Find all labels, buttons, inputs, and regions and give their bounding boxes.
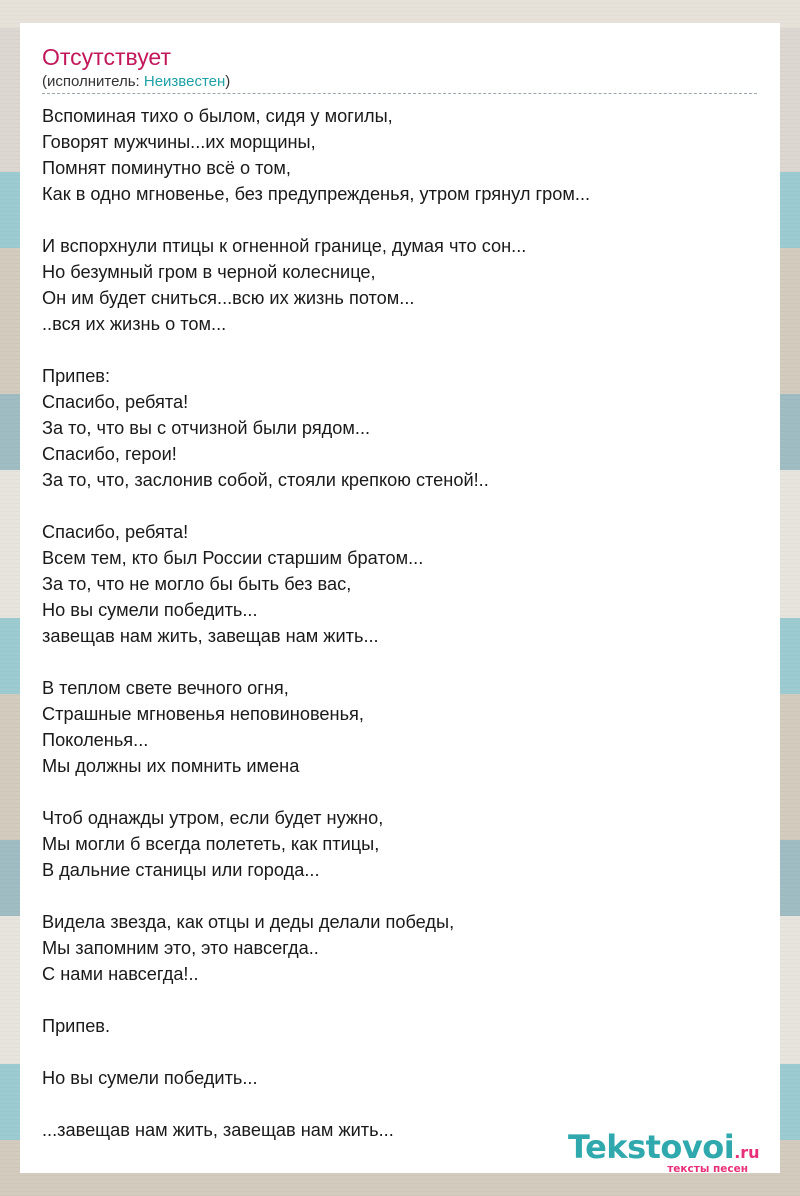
lyrics-card xyxy=(20,23,780,1173)
lyric-spacer xyxy=(42,337,762,363)
lyric-line: завещав нам жить, завещав нам жить... xyxy=(42,626,379,646)
lyric-line: Но безумный гром в черной колеснице, xyxy=(42,262,376,282)
lyric-line: Мы должны их помнить имена xyxy=(42,756,300,776)
lyric-line: Видела звезда, как отцы и деды делали победы, xyxy=(42,912,455,932)
lyric-spacer xyxy=(42,649,762,675)
artist-line xyxy=(42,73,230,91)
lyric-spacer xyxy=(42,1039,762,1065)
logo-domain: .ru xyxy=(734,1143,760,1162)
title-divider xyxy=(42,93,757,94)
lyric-line: Всем тем, кто был России старшим братом... xyxy=(42,548,424,568)
lyric-line: В дальние станицы или города... xyxy=(42,860,320,880)
lyrics-text xyxy=(42,103,762,1143)
lyric-line: Спасибо, ребята! xyxy=(42,522,189,542)
lyric-line: Вспоминая тихо о былом, сидя у могилы, xyxy=(42,106,393,126)
lyric-spacer xyxy=(42,1091,762,1117)
site-logo[interactable] xyxy=(568,1129,778,1173)
lyric-line: Поколенья... xyxy=(42,730,149,750)
lyric-line: Говорят мужчины...их морщины, xyxy=(42,132,316,152)
song-title: Отсутствует xyxy=(42,44,171,70)
lyric-line: Но вы сумели победить... xyxy=(42,600,258,620)
lyric-spacer xyxy=(42,883,762,909)
lyric-line: С нами навсегда!.. xyxy=(42,964,199,984)
artist-suffix: ) xyxy=(225,73,231,90)
lyric-line: Но вы сумели победить... xyxy=(42,1068,258,1088)
lyric-line: Мы запомним это, это навсегда.. xyxy=(42,938,319,958)
lyric-line: Как в одно мгновенье, без предупрежденья, утром грянул гром... xyxy=(42,184,591,204)
lyric-line: Припев: xyxy=(42,366,111,386)
lyric-line: Припев. xyxy=(42,1016,111,1036)
lyric-line: За то, что не могло бы быть без вас, xyxy=(42,574,352,594)
lyric-spacer xyxy=(42,207,762,233)
lyric-line: ..вся их жизнь о том... xyxy=(42,314,227,334)
lyric-line: В теплом свете вечного огня, xyxy=(42,678,289,698)
logo-name: Tekstovoi xyxy=(568,1128,735,1166)
lyric-line: Помнят поминутно всё о том, xyxy=(42,158,291,178)
logo-tagline: тексты песен xyxy=(667,1163,748,1175)
lyric-line: Спасибо, ребята! xyxy=(42,392,189,412)
artist-link[interactable]: Неизвестен xyxy=(143,73,226,90)
lyric-line: Страшные мгновенья неповиновенья, xyxy=(42,704,364,724)
lyric-spacer xyxy=(42,987,762,1013)
lyric-line: И вспорхнули птицы к огненной границе, думая что сон... xyxy=(42,236,527,256)
artist-prefix: (исполнитель: xyxy=(42,73,144,90)
lyric-line: Он им будет сниться...всю их жизнь потом... xyxy=(42,288,415,308)
lyric-line: Спасибо, герои! xyxy=(42,444,177,464)
lyric-line: Мы могли б всегда полететь, как птицы, xyxy=(42,834,380,854)
lyric-line: За то, что, заслонив собой, стояли крепкою стеной!.. xyxy=(42,470,489,490)
lyric-spacer xyxy=(42,779,762,805)
lyric-spacer xyxy=(42,493,762,519)
lyric-line: За то, что вы с отчизной были рядом... xyxy=(42,418,371,438)
lyric-line: Чтоб однажды утром, если будет нужно, xyxy=(42,808,384,828)
lyric-line: ...завещав нам жить, завещав нам жить... xyxy=(42,1120,394,1140)
